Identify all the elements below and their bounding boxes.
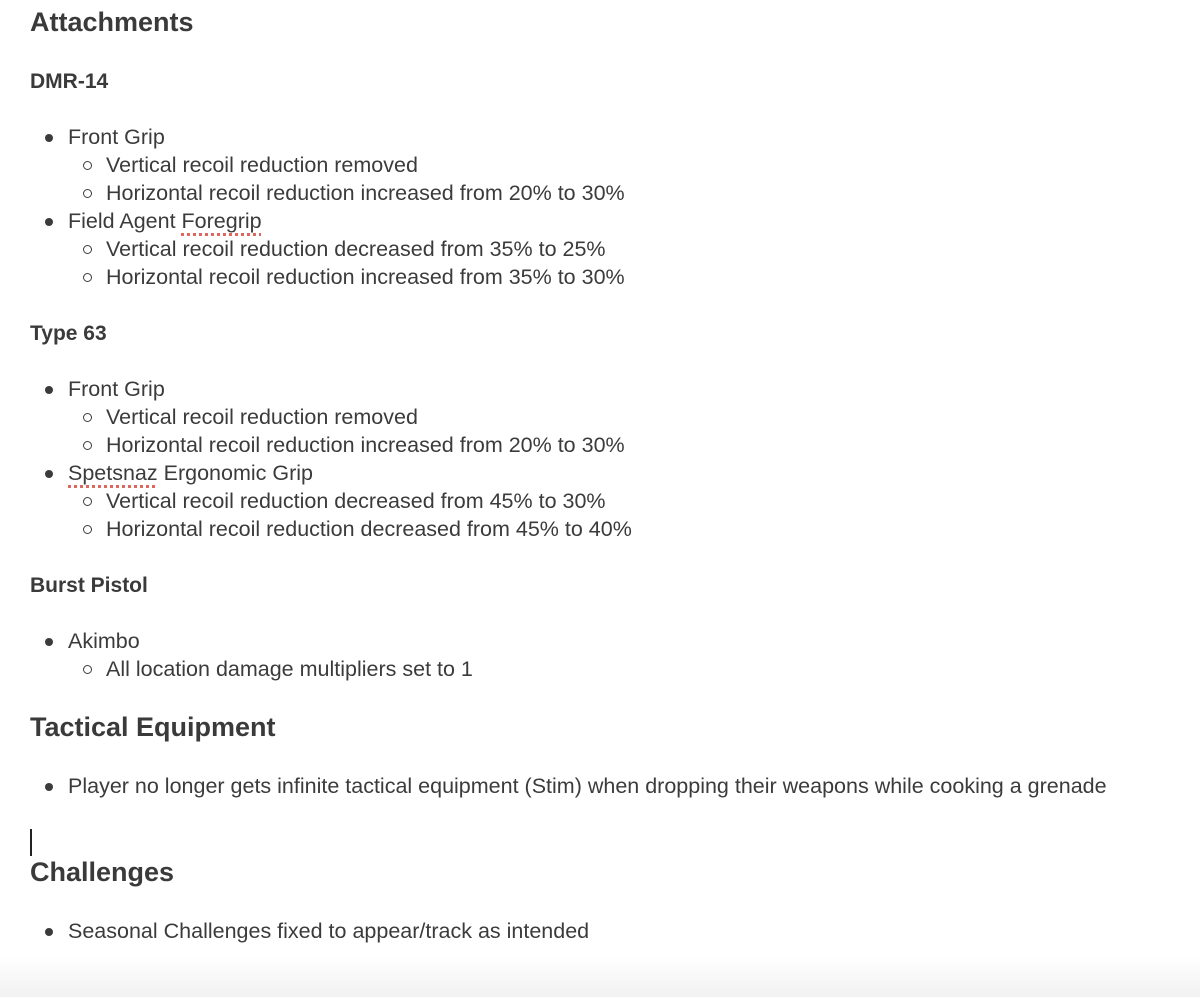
heading-attachments: Attachments: [30, 7, 194, 37]
subheading-burst-pistol: Burst Pistol: [30, 574, 148, 597]
tactical-equipment-list: [30, 772, 1170, 800]
text-cursor: [30, 829, 32, 856]
list-item: Spetsnaz Ergonomic Grip: [30, 459, 1170, 487]
sub-list-item: Horizontal recoil reduction increased from 35% to 30%: [30, 263, 1170, 291]
list-item: Akimbo: [30, 627, 1170, 655]
sub-list-item: Vertical recoil reduction decreased from 35% to 25%: [30, 235, 1170, 263]
list-item: Player no longer gets infinite tactical equipment (Stim) when dropping their weapons while cooking a grenade: [30, 772, 1170, 800]
sub-list-item: All location damage multipliers set to 1: [30, 655, 1170, 683]
heading-challenges: Challenges: [30, 857, 175, 887]
misspelled-word[interactable]: Spetsnaz: [68, 461, 158, 485]
dmr-14-list: [30, 123, 1170, 291]
sub-list-item: Vertical recoil reduction decreased from 45% to 30%: [30, 487, 1170, 515]
bottom-edge-shadow: [0, 957, 1200, 997]
list-item: Field Agent Foregrip: [30, 207, 1170, 235]
list-item: Front Grip: [30, 375, 1170, 403]
subheading-type-63: Type 63: [30, 322, 107, 345]
challenges-list: [30, 917, 1170, 945]
sub-list-item: Horizontal recoil reduction decreased from 45% to 40%: [30, 515, 1170, 543]
heading-tactical-equipment: Tactical Equipment: [30, 712, 276, 742]
type-63-list: [30, 375, 1170, 543]
list-item: Front Grip: [30, 123, 1170, 151]
sub-list-item: Horizontal recoil reduction increased from 20% to 30%: [30, 179, 1170, 207]
list-item: Seasonal Challenges fixed to appear/track as intended: [30, 917, 1170, 945]
sub-list-item: Horizontal recoil reduction increased from 20% to 30%: [30, 431, 1170, 459]
sub-list-item: Vertical recoil reduction removed: [30, 151, 1170, 179]
sub-list-item: Vertical recoil reduction removed: [30, 403, 1170, 431]
subheading-dmr-14: DMR-14: [30, 70, 109, 93]
burst-pistol-list: [30, 627, 1170, 683]
misspelled-word[interactable]: Foregrip: [181, 209, 262, 233]
